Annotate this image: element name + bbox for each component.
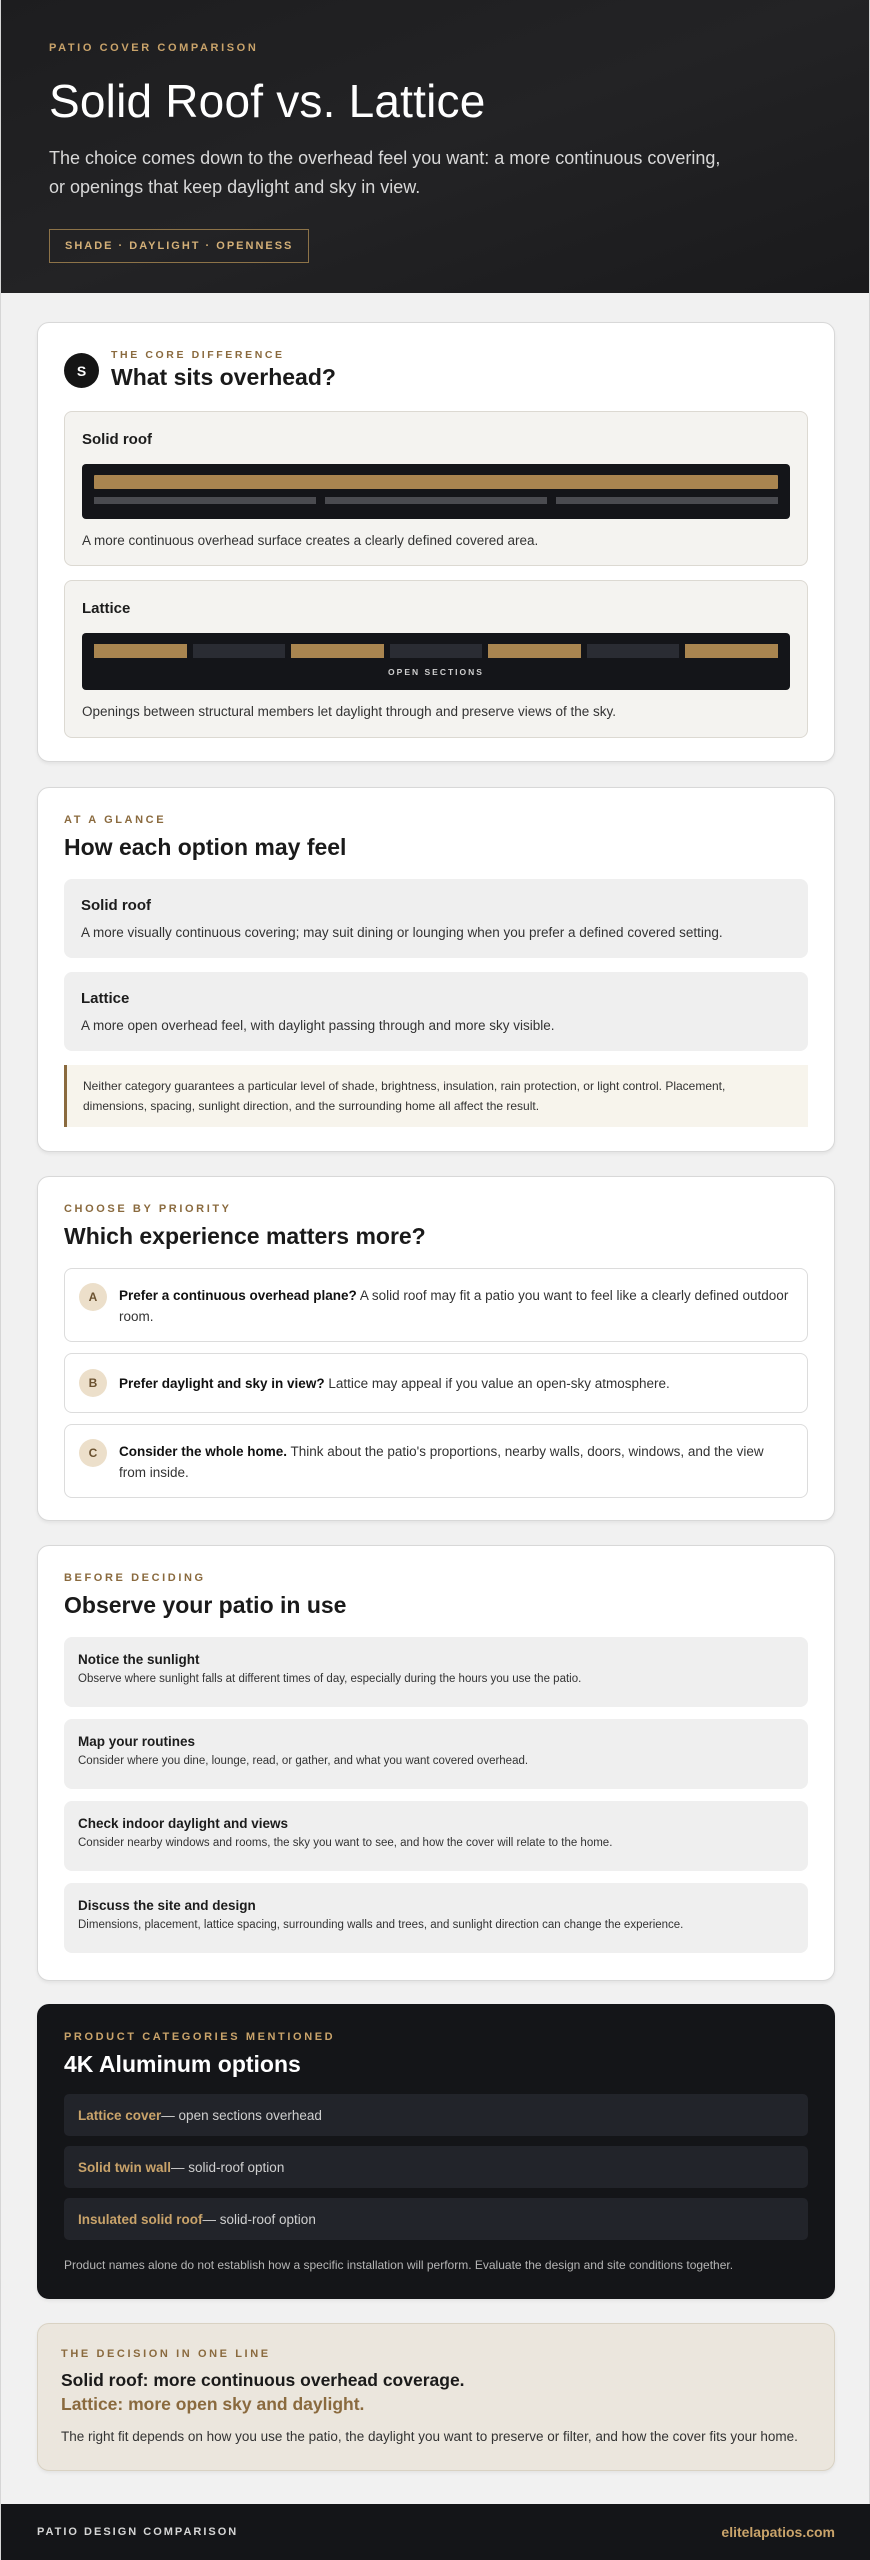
product-item-lattice-cover — [64, 2094, 808, 2136]
observe-item-title: Discuss the site and design — [78, 1898, 256, 1913]
product-item-solid-twin-wall — [64, 2146, 808, 2188]
observe-item-title: Check indoor daylight and views — [78, 1816, 289, 1831]
product-categories-card — [37, 2004, 835, 2299]
products-note: Product names alone do not establish how a specific installation will perform. Evaluate the design and site conditions together. — [64, 2258, 734, 2272]
observe-item-title: Notice the sunlight — [78, 1652, 200, 1667]
observe-item-text: Observe where sunlight falls at different times of day, especially during the hours you use the patio. — [78, 1673, 582, 1685]
decision-eyebrow: THE DECISION IN ONE LINE — [61, 2348, 271, 2360]
lattice-opening — [587, 644, 680, 658]
feel-item-text: A more open overhead feel, with daylight passing through and more sky visible. — [81, 1018, 555, 1033]
observe-item-text: Dimensions, placement, lattice spacing, surrounding walls and trees, and sunlight direction can change the experience. — [78, 1919, 684, 1931]
page-footer — [1, 2504, 870, 2560]
lattice-opening — [193, 644, 286, 658]
solid-roof-text: A more continuous overhead surface creates a clearly defined covered area. — [82, 533, 539, 548]
solid-roof-beams — [94, 497, 778, 504]
feel-item — [64, 972, 808, 1051]
roof-beam — [556, 497, 778, 504]
products-eyebrow: PRODUCT CATEGORIES MENTIONED — [64, 2031, 336, 2043]
observe-item — [64, 1719, 808, 1789]
solid-roof-title: Solid roof — [82, 431, 152, 448]
lattice-bar-label: OPEN SECTIONS — [388, 667, 484, 677]
priority-lead: Prefer a continuous overhead plane? — [119, 1288, 357, 1303]
lattice-slat — [291, 644, 384, 658]
core-heading — [64, 349, 808, 391]
lattice-title: Lattice — [82, 600, 131, 617]
priority-text — [119, 1439, 793, 1483]
priority-body: Lattice may appeal if you value an open-sky atmosphere. — [324, 1375, 670, 1391]
lattice-slat — [94, 644, 187, 658]
footer-label: PATIO DESIGN COMPARISON — [37, 2526, 239, 2538]
hero-subtitle: The choice comes down to the overhead feel you want: a more continuous covering, or openings that keep daylight and sky in view. — [49, 148, 721, 197]
lattice-slat — [685, 644, 778, 658]
core-difference-card — [37, 322, 835, 762]
hero-eyebrow: PATIO COVER COMPARISON — [49, 42, 259, 54]
observe-item-title: Map your routines — [78, 1734, 196, 1749]
decision-text: The right fit depends on how you use the patio, the daylight you want to preserve or filter, and how the cover fits your home. — [61, 2429, 798, 2444]
product-desc: — solid-roof option — [202, 2211, 316, 2227]
hero-banner — [1, 0, 869, 293]
lattice-opening — [390, 644, 483, 658]
priority-lead: Prefer daylight and sky in view? — [119, 1375, 325, 1391]
observe-eyebrow: BEFORE DECIDING — [64, 1572, 206, 1584]
glance-eyebrow: AT A GLANCE — [64, 814, 167, 826]
observe-item-text: Consider where you dine, lounge, read, or gather, and what you want covered overhead. — [78, 1755, 529, 1767]
product-name: Solid twin wall — [78, 2159, 172, 2175]
feel-item-title: Lattice — [81, 990, 130, 1007]
decision-line-solid: Solid roof: more continuous overhead coverage. — [61, 2370, 465, 2390]
observe-patio-card — [37, 1545, 835, 1981]
solid-roof-panel — [64, 411, 808, 566]
priority-lead: Consider the whole home. — [119, 1444, 288, 1459]
feel-item-text: A more visually continuous covering; may suit dining or lounging when you prefer a defined covered setting. — [81, 925, 723, 940]
priority-eyebrow: CHOOSE BY PRIORITY — [64, 1203, 232, 1215]
observe-item-text: Consider nearby windows and rooms, the sky you want to see, and how the cover will relate to the home. — [78, 1837, 613, 1849]
priority-letter: C — [79, 1439, 107, 1467]
lattice-panel — [64, 580, 808, 738]
choose-by-priority-card — [37, 1176, 835, 1521]
observe-item — [64, 1883, 808, 1953]
solid-roof-diagram — [82, 464, 790, 519]
lattice-text: Openings between structural members let daylight through and preserve views of the sky. — [82, 704, 617, 719]
disclaimer-note: Neither category guarantees a particular level of shade, brightness, insulation, rain protection, or light control. Placement, dimensions, spacing, sunlight direction, and the surrounding home all affect the result. — [64, 1065, 808, 1127]
lattice-slats — [94, 644, 778, 658]
section-badge: S — [64, 353, 99, 388]
priority-letter: A — [79, 1283, 107, 1311]
decision-card — [37, 2323, 835, 2471]
page-title: Solid Roof vs. Lattice — [49, 75, 486, 127]
priority-item — [64, 1353, 808, 1413]
priority-text — [119, 1283, 793, 1327]
lattice-diagram — [82, 633, 790, 690]
product-desc: — solid-roof option — [171, 2159, 285, 2175]
lattice-slat — [488, 644, 581, 658]
glance-title: How each option may feel — [64, 834, 347, 860]
product-desc: — open sections overhead — [161, 2107, 322, 2123]
feel-item-title: Solid roof — [81, 897, 151, 914]
products-title: 4K Aluminum options — [64, 2051, 301, 2077]
priority-item — [64, 1268, 808, 1342]
site-link[interactable]: elitelapatios.com — [721, 2524, 835, 2540]
product-name: Lattice cover — [78, 2107, 162, 2123]
roof-beam — [325, 497, 547, 504]
solid-roof-surface — [94, 475, 778, 489]
product-item-insulated-solid-roof — [64, 2198, 808, 2240]
observe-item — [64, 1637, 808, 1707]
observe-item — [64, 1801, 808, 1871]
priority-text — [119, 1373, 670, 1394]
priority-title: Which experience matters more? — [64, 1223, 426, 1249]
priority-letter: B — [79, 1369, 107, 1397]
core-eyebrow: THE CORE DIFFERENCE — [111, 349, 285, 361]
hero-tag: SHADE · DAYLIGHT · OPENNESS — [49, 229, 309, 263]
priority-body: A solid roof may fit a patio you want to feel like a clearly defined outdoor room. — [119, 1288, 789, 1324]
product-name: Insulated solid roof — [78, 2211, 203, 2227]
feel-item — [64, 879, 808, 958]
observe-title: Observe your patio in use — [64, 1592, 347, 1618]
priority-item — [64, 1424, 808, 1498]
core-title: What sits overhead? — [111, 364, 336, 390]
roof-beam — [94, 497, 316, 504]
at-a-glance-card — [37, 787, 835, 1152]
priority-body: Think about the patio's proportions, nearby walls, doors, windows, and the view from inside. — [119, 1444, 764, 1480]
decision-line-lattice: Lattice: more open sky and daylight. — [61, 2394, 365, 2414]
